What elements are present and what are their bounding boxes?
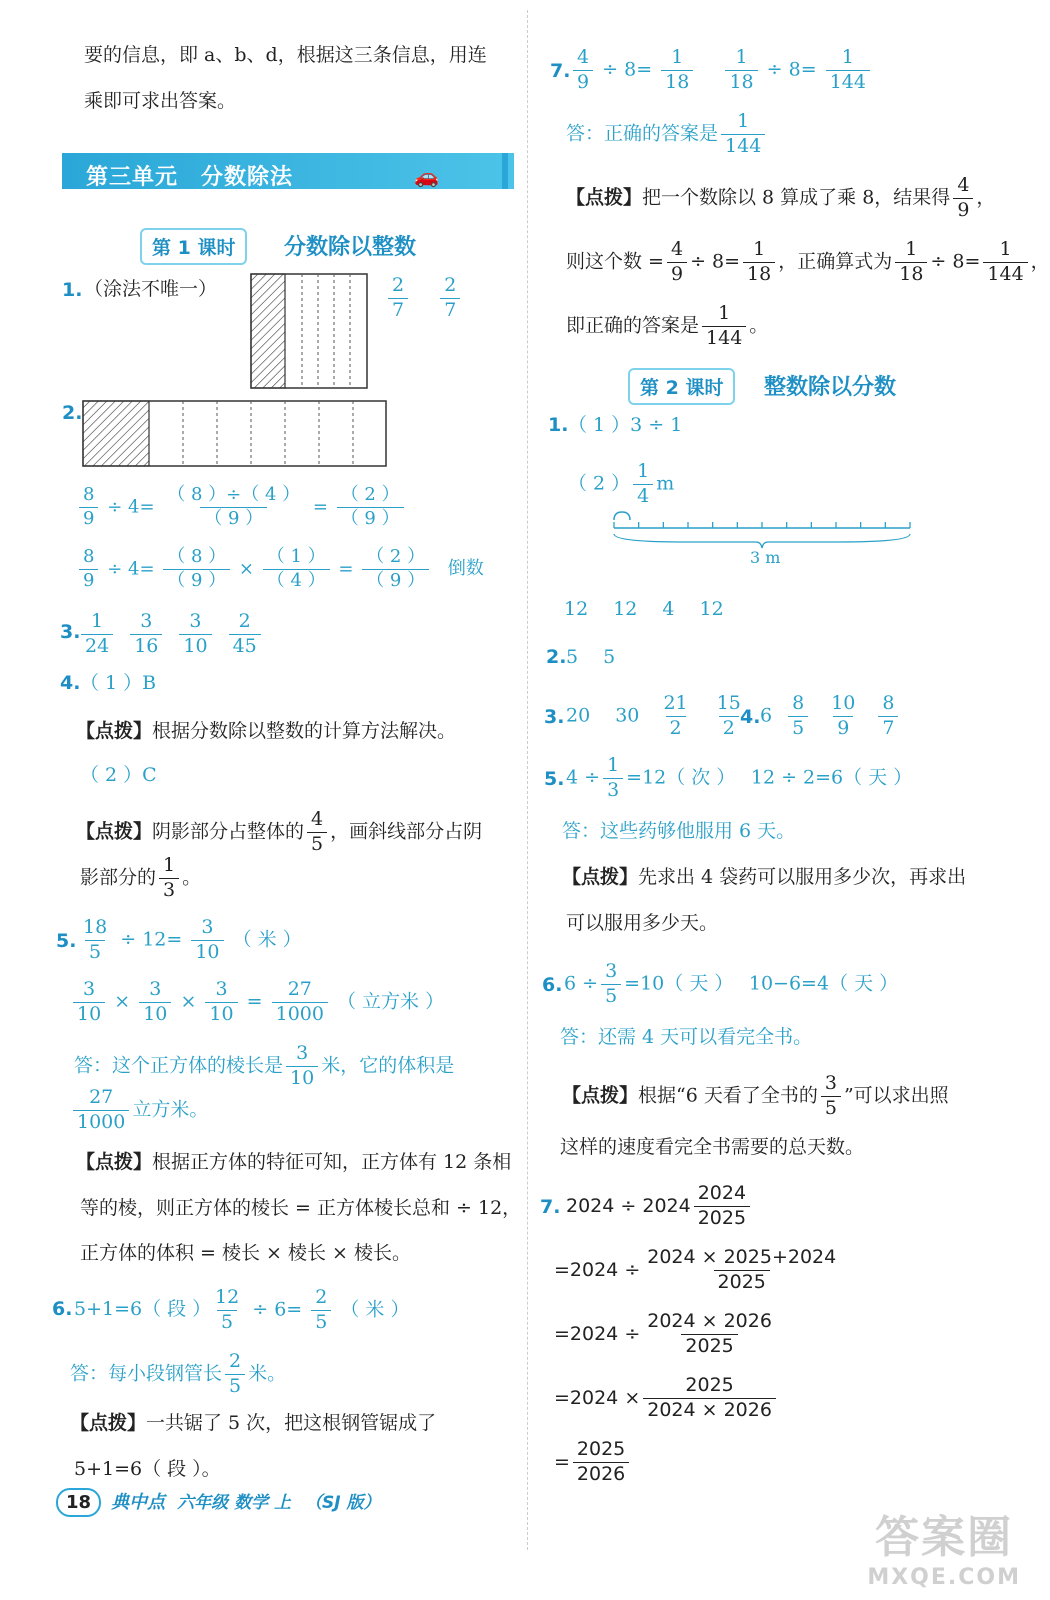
q3-answer-frac: $\frac{2}{45}$ <box>229 612 261 657</box>
q7-tip-l1: 【点拨】把一个数除以 8 算成了乘 8，结果得 $\frac{4}{9}$ ， <box>566 174 996 221</box>
p3-label: 3. <box>544 706 565 728</box>
lesson2-badge: 第 2 课时 <box>628 368 735 405</box>
lesson1-title: 分数除以整数 <box>284 235 417 260</box>
p1-ruler-label: 3 m <box>750 548 781 567</box>
p5-equation: 4 ÷ $\frac{1}{3}$ =12（ 次 ） 12 ÷ 2=6（ 天 ） <box>566 754 913 801</box>
q5-label: 5. <box>56 930 77 952</box>
q4-tip-1: 【点拨】根据分数除以整数的计算方法解决。 <box>76 720 457 742</box>
q7-tip-l3: 即正确的答案是 $\frac{1}{144}$ 。 <box>566 302 769 349</box>
car-icon: 🚗 <box>414 164 439 188</box>
edition-label: （SJ 版） <box>305 1493 381 1513</box>
q1-figure <box>250 273 368 389</box>
lesson1-badge: 第 1 课时 <box>140 228 247 265</box>
p1-label: 1. <box>548 414 569 436</box>
q5-answer-cont: $\frac{27}{1000}$ 立方米。 <box>70 1088 208 1133</box>
q3-answer-frac: $\frac{3}{10}$ <box>179 612 211 657</box>
p1-part-2: （ 2 ） $\frac{1}{4}$ m <box>568 460 675 507</box>
q4-tip-2-cont: 影部分的 $\frac{1}{3}$ 。 <box>80 854 202 901</box>
q5-line-2: $\frac{3}{10}$ × $\frac{3}{10}$ × $\frac{3}{10}$ = $\frac{27}{1000}$ （ 立方米 ） <box>70 980 444 1025</box>
p7-line-4: =2024 × $\frac{2025}{2024 \times 2026}$ <box>554 1376 779 1421</box>
q1-frac-2: $\frac{2}{7}$ <box>440 276 460 321</box>
intro-line-1: 要的信息，即 a、b、d，根据这三条信息，用连 <box>84 44 487 66</box>
p4-label: 4. <box>740 706 761 728</box>
q4-answer-1: （ 1 ）B <box>80 672 157 694</box>
p7-label: 7. <box>540 1196 561 1218</box>
p3-answers: 20 30 $\frac{21}{2}$ $\frac{15}{2}$ <box>566 692 741 739</box>
q5-answer: 答：这个正方体的棱长是 $\frac{3}{10}$ 米，它的体积是 <box>74 1042 455 1089</box>
q1-label: 1. <box>62 279 83 301</box>
p7-line-2: =2024 ÷ $\frac{2024 \times 2025+2024}{2025}$ <box>554 1246 837 1293</box>
q2-figure <box>82 400 387 467</box>
p6-equation: 6 ÷ $\frac{3}{5}$ =10（ 天 ） 10−6=4（ 天 ） <box>564 960 899 1007</box>
p1-part-1: （ 1 ）3 ÷ 1 <box>568 414 683 436</box>
q7-label: 7. <box>550 60 571 82</box>
q6-label: 6. <box>52 1298 73 1320</box>
q4-label: 4. <box>60 672 81 694</box>
q7-answer: 答：正确的答案是 $\frac{1}{144}$ <box>566 112 768 157</box>
q3-answer-frac: $\frac{3}{16}$ <box>130 612 162 657</box>
q2-row-2: $\frac{8}{9}$ ÷ 4= $\frac{( 8 )}{( 9 )}$ × $\frac{( 1 )}{( 4 )}$ = $\frac{( 2 )}{( 9 )}$ 倒数 <box>76 548 484 591</box>
lesson2-title: 整数除以分数 <box>764 375 897 400</box>
q5-tip-l2: 等的棱，则正方体的棱长 = 正方体棱长总和 ÷ 12， <box>80 1197 522 1219</box>
q5-line-1: $\frac{18}{5}$ ÷ 12= $\frac{3}{10}$ （ 米 ） <box>83 916 302 963</box>
p5-tip-l1: 【点拨】先求出 4 袋药可以服用多少次，再求出 <box>562 866 967 888</box>
p6-tip-l2: 这样的速度看完全书需要的总天数。 <box>560 1136 865 1158</box>
p6-answer: 答：还需 4 天可以看完全书。 <box>560 1026 813 1048</box>
page-number: 18 <box>56 1488 101 1517</box>
p4-answers: 6 $\frac{8}{5}$ $\frac{10}{9}$ $\frac{8}{7}$ <box>760 694 901 739</box>
q3-answers <box>78 612 275 657</box>
q1-frac-1: $\frac{2}{7}$ <box>388 276 408 321</box>
p2-label: 2. <box>546 646 567 668</box>
watermark: 答案圈 MXQE.COM <box>867 1512 1021 1590</box>
q4-answer-2: （ 2 ）C <box>80 764 157 786</box>
p6-tip-l1: 【点拨】根据“6 天看了全书的 $\frac{3}{5}$ ”可以求出照 <box>562 1072 949 1119</box>
p5-answer: 答：这些药够他服用 6 天。 <box>562 820 796 842</box>
q6-tip-l1: 【点拨】一共锯了 5 次，把这根钢管锯成了 <box>70 1412 437 1434</box>
q6-step-2: $\frac{12}{5}$ ÷ 6= $\frac{2}{5}$ （ 米 ） <box>215 1286 410 1333</box>
p1-answers: 12 12 4 12 <box>564 598 724 620</box>
p7-line-1: 2024 ÷ 2024 $\frac{2024}{2025}$ <box>566 1184 753 1229</box>
q7-tip-l2: 则这个数 = $\frac{4}{9}$ ÷ 8= $\frac{1}{18}$ ，正确算式为 $\frac{1}{18}$ ÷ 8= $\frac{1}{144}$ ， <box>566 238 1050 285</box>
q6-answer: 答：每小段钢管长 $\frac{2}{5}$ 米。 <box>70 1350 287 1397</box>
brand-logo: 典中点 <box>111 1492 166 1513</box>
q5-tip-l1: 【点拨】根据正方体的特征可知，正方体有 12 条相 <box>76 1151 512 1173</box>
q1-note: （涂法不唯一） <box>84 278 218 300</box>
q6-step-1: 5+1=6（ 段 ） <box>74 1298 212 1320</box>
q2-label: 2. <box>62 402 83 424</box>
unit-title: 第三单元 分数除法 <box>86 165 294 190</box>
q3-answer-frac: $\frac{1}{24}$ <box>81 612 113 657</box>
p5-tip-l2: 可以服用多少天。 <box>566 912 719 934</box>
p4-answer-frac: $\frac{10}{9}$ <box>831 692 856 739</box>
p7-line-5: = $\frac{2025}{2026}$ <box>554 1440 632 1485</box>
p5-label: 5. <box>544 768 565 790</box>
p7-line-3: =2024 ÷ $\frac{2024 \times 2026}{2025}$ <box>554 1310 772 1357</box>
intro-line-2: 乘即可求出答案。 <box>84 90 237 112</box>
q6-tip-l2: 5+1=6（ 段 ）。 <box>74 1458 221 1480</box>
page-footer <box>56 1488 381 1517</box>
q7-equations: $\frac{4}{9}$ ÷ 8= $\frac{1}{18}$ $\frac{1}{18}$ ÷ 8= $\frac{1}{144}$ <box>570 48 873 93</box>
p6-label: 6. <box>542 974 563 996</box>
q2-row-1: $\frac{8}{9}$ ÷ 4= $\frac{( 8 )\div( 4 )}{( 9 )}$ = $\frac{( 2 )}{( 9 )}$ <box>76 486 407 529</box>
p4-answer-frac: $\frac{8}{7}$ <box>878 694 898 739</box>
p4-answer-frac: $\frac{8}{5}$ <box>788 694 808 739</box>
q5-tip-l3: 正方体的体积 = 棱长 × 棱长 × 棱长。 <box>80 1242 411 1264</box>
grade-label: 六年级 数学 上 <box>177 1493 291 1513</box>
q3-label: 3. <box>60 621 81 643</box>
p2-answers: 5 5 <box>566 646 616 668</box>
q4-tip-2: 【点拨】阴影部分占整体的 $\frac{4}{5}$ ，画斜线部分占阴 <box>76 808 483 855</box>
column-divider <box>527 10 528 1550</box>
